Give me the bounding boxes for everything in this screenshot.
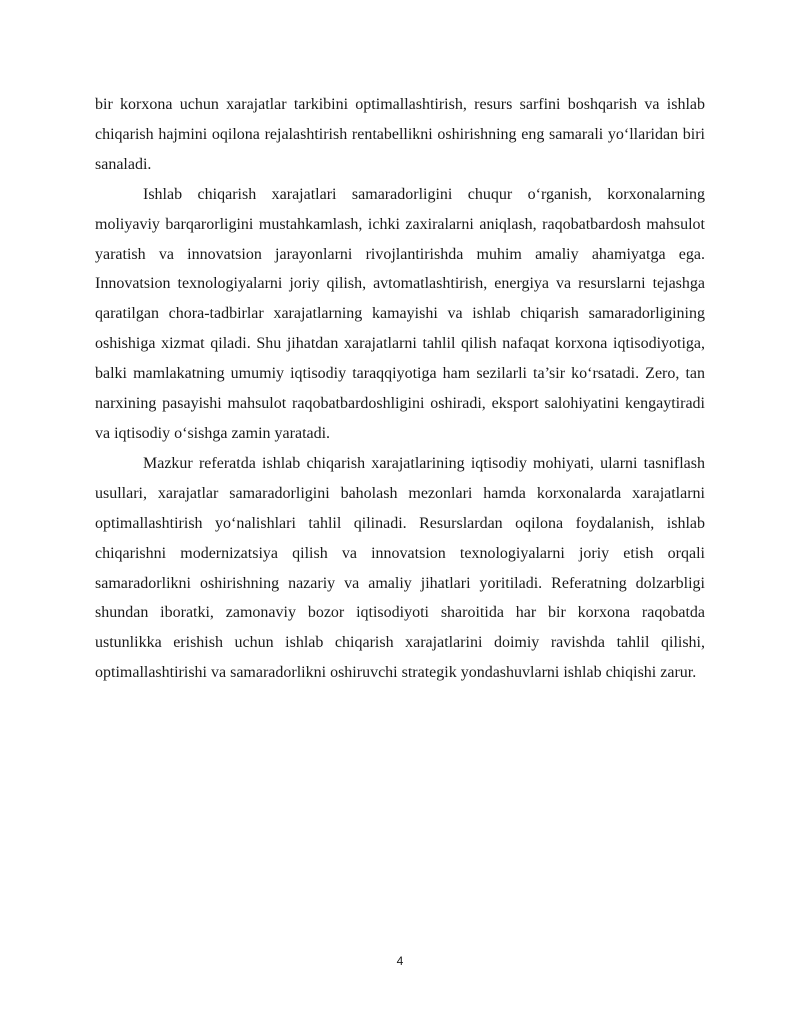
paragraph-significance: Ishlab chiqarish xarajatlari samaradorligini chuqur o‘rganish, korxonalarning moliyaviy barqarorligini mustahkamlash, ichki zaxiralarni aniqlash, raqobatbardosh mahsulot yaratish va innovatsion jarayonlarni rivojlantirishda muhim amaliy ahamiyatga ega. Innovatsion texnologiyalarni joriy qilish, avtomatlashtirish, energiya va resurslarni tejashga qaratilgan chora-tadbirlar xarajatlarning kamayishi va ishlab chiqarish samaradorligining oshishiga xizmat qiladi. Shu jihatdan xarajatlarni tahlil qilish nafaqat korxona iqtisodiyotiga, balki mamlakatning umumiy iqtisodiy taraqqiyotiga ham sezilarli ta’sir ko‘rsatadi. Zero, tan narxining pasayishi mahsulot raqobatbardoshligini oshiradi, eksport salohiyatini kengaytiradi va iqtisodiy o‘sishga zamin yaratadi.: [95, 185, 705, 442]
paragraph-abstract-scope: Mazkur referatda ishlab chiqarish xarajatlarining iqtisodiy mohiyati, ularni tasniflash usullari, xarajatlar samaradorligini baholash mezonlari hamda korxonalarda xarajatlarni optimallashtirish yo‘nalishlari tahlil qilinadi. Resurslardan oqilona foydalanish, ishlab chiqarishni modernizatsiya qilish va innovatsion texnologiyalarni joriy etish orqali samaradorlikni oshirishning nazariy va amaliy jihatlari yoritiladi. Referatning dolzarbligi shundan iboratki, zamonaviy bozor iqtisodiyoti sharoitida har bir korxona raqobatda ustunlikka erishish uchun ishlab chiqarish xarajatlarini doimiy ravishda tahlil qilishi, optimallashtirishi va samaradorlikni oshiruvchi strategik yondashuvlarni ishlab chiqishi zarur.: [95, 454, 705, 682]
page-number: 4: [396, 954, 404, 968]
document-body: [95, 90, 705, 688]
paragraph-continuation: bir korxona uchun xarajatlar tarkibini optimallashtirish, resurs sarfini boshqarish va ishlab chiqarish hajmini oqilona rejalashtirish rentabellikni oshirishning eng samarali yo‘llaridan biri sanaladi.: [95, 96, 705, 173]
